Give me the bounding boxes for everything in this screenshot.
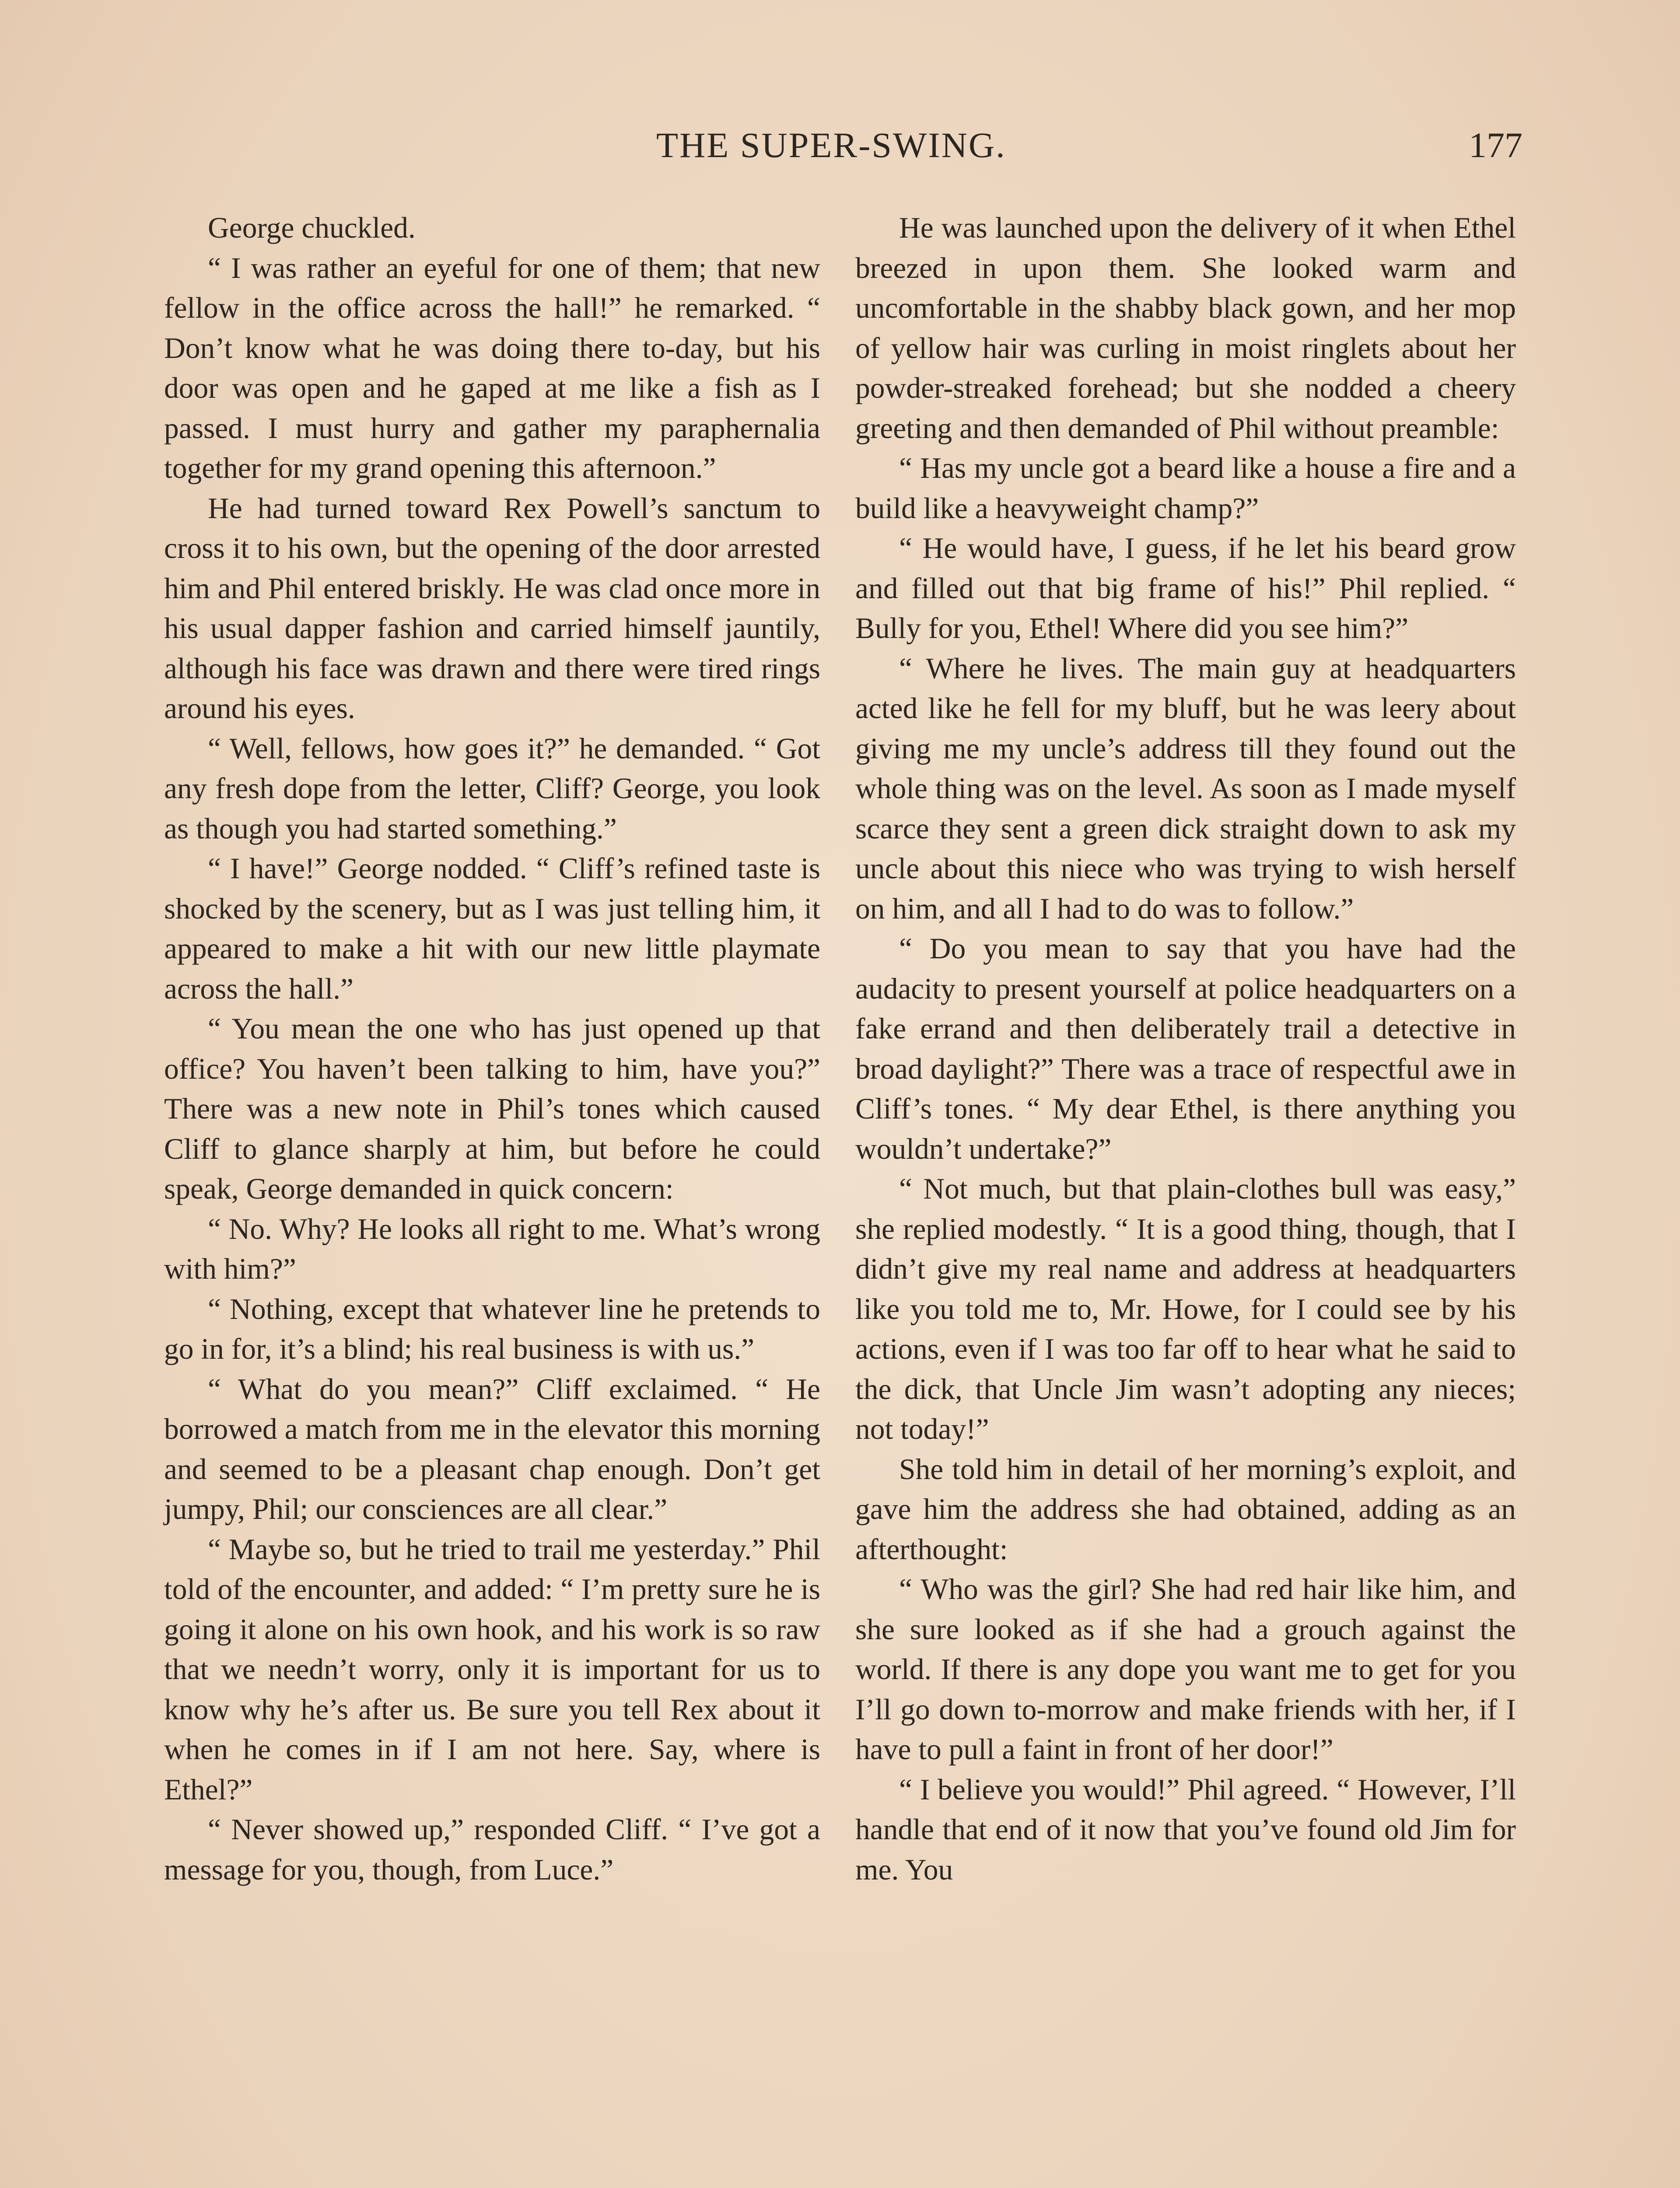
right-text-column [855, 208, 1516, 1890]
paragraph: “ Not much, but that plain-clothes bull was easy,” she replied modestly. “ It is a good thing, though, that I didn’t give my real name and address at headquarters like you told me to, Mr. Howe, for I could see by his actions, even if I was too far off to hear what he said to the dick, that Uncle Jim wasn’t adopting any nieces; not today!” [855, 1172, 1516, 1445]
paragraph: “ Who was the girl? She had red hair like him, and she sure looked as if she had a grouch against the world. If there is any dope you want me to get for you I’ll go down to-morrow and make friends with her, if I have to pull a faint in front of her door!” [855, 1573, 1516, 1766]
paragraph: “ You mean the one who has just opened up that office? You haven’t been talking to him, have you?” There was a new note in Phil’s tones which caused Cliff to glance sharply at him, but before he could speak, George demanded in quick concern: [164, 1012, 820, 1205]
paragraph: “ Where he lives. The main guy at headquarters acted like he fell for my bluff, but he was leery about giving me my uncle’s address till they found out the whole thing was on the level. As soon as I made myself scarce they sent a green dick straight down to ask my uncle about this niece who was trying to wish herself on him, and all I had to do was to follow.” [855, 652, 1516, 925]
paragraph: “ Do you mean to say that you have had the audacity to present yourself at police headquarters on a fake errand and then deliberately trail a detective in broad daylight?” There was a trace of respectful awe in Cliff’s tones. “ My dear Ethel, is there anything you wouldn’t undertake?” [855, 932, 1516, 1165]
page-number: 177 [1469, 125, 1522, 165]
paragraph: “ Has my uncle got a beard like a house a fire and a build like a heavyweight champ?” [855, 452, 1516, 525]
paragraph: He had turned toward Rex Powell’s sanctum to cross it to his own, but the opening of the door arrested him and Phil entered briskly. He was clad once more in his usual dapper fashion and carried himself jauntily, although his face was drawn and there were tired rings around his eyes. [164, 491, 820, 725]
paragraph: “ I was rather an eyeful for one of them; that new fellow in the office across the hall!” he remarked. “ Don’t know what he was doing there to-day, but his door was open and he gaped at me like a fish as I passed. I must hurry and gather my paraphernalia together for my grand opening this afternoon.” [164, 251, 820, 484]
page-header [166, 125, 1522, 173]
paragraph: “ What do you mean?” Cliff exclaimed. “ He borrowed a match from me in the elevator this morning and seemed to be a pleasant chap enough. Don’t get jumpy, Phil; our consciences are all clear.” [164, 1372, 820, 1525]
paragraph: “ He would have, I guess, if he let his beard grow and filled out that big frame of his!” Phil replied. “ Bully for you, Ethel! Where did you see him?” [855, 532, 1516, 645]
paragraph: “ No. Why? He looks all right to me. What’s wrong with him?” [164, 1212, 820, 1285]
left-text-column [164, 208, 820, 1890]
paragraph: “ I have!” George nodded. “ Cliff’s refined taste is shocked by the scenery, but as I was just telling him, it appeared to make a hit with our new little playmate across the hall.” [164, 852, 820, 1005]
paragraph: He was launched upon the delivery of it when Ethel breezed in upon them. She looked warm and uncomfortable in the shabby black gown, and her mop of yellow hair was curling in moist ringlets about her powder-streaked forehead; but she nodded a cheery greeting and then demanded of Phil without preamble: [855, 211, 1516, 445]
paragraph: “ Never showed up,” responded Cliff. “ I’ve got a message for you, though, from Luce.” [164, 1813, 820, 1886]
paragraph: “ Well, fellows, how goes it?” he demanded. “ Got any fresh dope from the letter, Cliff? George, you look as though you had started something.” [164, 732, 820, 845]
paragraph: George chuckled. [208, 211, 416, 244]
running-title: THE SUPER-SWING. [656, 125, 1006, 165]
paragraph: She told him in detail of her morning’s exploit, and gave him the address she had obtained, adding as an afterthought: [855, 1452, 1516, 1566]
paragraph: “ Nothing, except that whatever line he pretends to go in for, it’s a blind; his real business is with us.” [164, 1292, 820, 1365]
paragraph: “ I believe you would!” Phil agreed. “ However, I’ll handle that end of it now that you’ve found old Jim for me. You [855, 1773, 1516, 1886]
paragraph: “ Maybe so, but he tried to trail me yesterday.” Phil told of the encounter, and added: “ I’m pretty sure he is going it alone on his own hook, and his work is so raw that we needn’t worry, only it is important for us to know why he’s after us. Be sure you tell Rex about it when he comes in if I am not here. Say, where is Ethel?” [164, 1532, 820, 1806]
